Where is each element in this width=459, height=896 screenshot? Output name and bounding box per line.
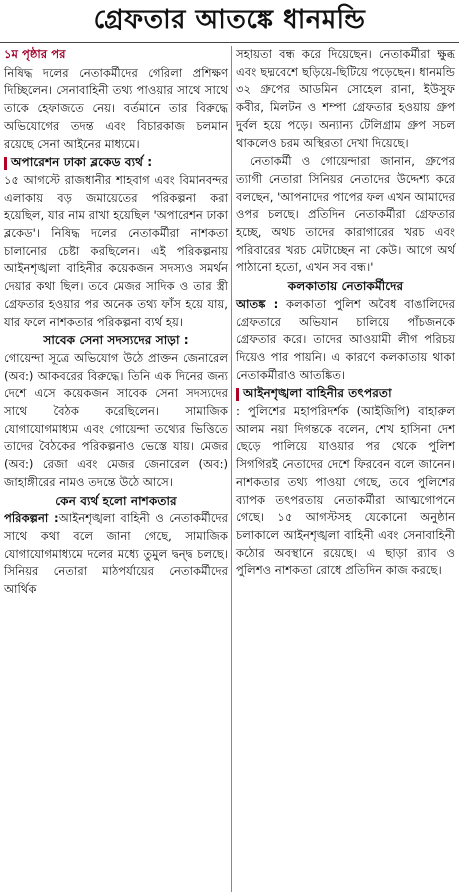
left-column (4, 46, 228, 600)
subhead-text: আইনশৃঙ্খলা বাহিনীর তৎপরতা (243, 386, 392, 401)
paragraph-dhaka-blockade: ১৫ আগস্টে রাজধানীর শাহবাগ এবং বিমানবন্দর এলাকায় বড় জমায়েতের পরিকল্পনা করা হয়েছিল, যার নাম রাখা হয়েছিল 'অপারেশন ঢাকা ব্লকেড'। নিষিদ্ধ দলের নেতাকর্মীরা নাশকতা চালানোর চেষ্টা করছিলেন। এই পরিকল্পনায় আইনশৃঙ্খলা বাহিনীর কয়েকজন সদস্যও সমর্থন দেয়ার কথা ছিল। তবে মেজর সাদিক ও তার স্ত্রী গ্রেফতার হওয়ার পর অনেক তথ্য ফাঁস হয়ে যায়, যার ফলে নাশকতার পরিকল্পনা ব্যর্থ হয়। (4, 172, 228, 329)
subhead-inline: পরিকল্পনা : (4, 511, 59, 526)
intro-paragraph: নিষিদ্ধ দলের নেতাকর্মীদের গেরিলা প্রশিক্ষণ দিচ্ছিলেন। সেনাবাহিনী তথ্য পাওয়ার সাথে সাথে তাকে হেফাজতে নেয়। বর্তমানে তার বিরুদ্ধে অভিযোগের তদন্ত এবং বিচারকাজ চলমান রয়েছে সেনা আইনের মাধ্যমে। (4, 65, 228, 151)
subhead-text: কেন ব্যর্থ হলো নাশকতার (55, 493, 177, 508)
continued-label: ১ম পৃষ্ঠার পর (4, 47, 66, 61)
paragraph-law-enforcement: : পুলিশের মহাপরিদর্শক (আইজিপি) বাহারুল আলম নয়া দিগন্তকে বলেন, শেখ হাসিনা দেশ ছেড়ে পালিয়ে যাওয়ার পর থেকে পুলিশ সিগগিরই নেতাদের দেশে ফিরবেন বলে জানেন। নাশকতার তথ্য পাওয়া গেছে, তবে পুলিশের ব্যাপক তৎপরতায় নেতাকর্মীরা আত্মগোপনে গেছে। ১৫ আগস্টসহ যেকোনো অনুষ্ঠান চলাকালে আইনশৃঙ্খলা বাহিনী এবং সেনাবাহিনী কঠোর অবস্থানে রয়েছে। এ ছাড়া র‍্যাব ও পুলিশও নাশকতা রোধে প্রতিদিন কাজ করছে। (236, 404, 455, 578)
paragraph-text: আইনশৃঙ্খলা বাহিনী ও নেতাকর্মীদের সাথে কথা বলে জানা গেছে, সামাজিক যোগাযোগমাধ্যমে দলের মধ্যে তুমুল দ্বন্দ্ব চলছে। সিনিয়র নেতারা মাঠপর্যায়ের নেতাকর্মীদের আর্থিক (4, 511, 228, 597)
subhead-kolkata (236, 278, 455, 296)
right-column (236, 46, 455, 581)
subhead-inline: আতঙ্ক : (236, 296, 279, 311)
paragraph-kolkata (236, 296, 455, 385)
paragraph-financial: সহায়তা বন্ধ করে দিয়েছেন। নেতাকর্মীরা ক্ষুব্ধ এবং ছদ্মবেশে ছড়িয়ে-ছিটিয়ে পড়েছেন। ধানমন্ডি ৩২ গ্রুপের আডমিন সোহেল রানা, ইউসুফ কবীর, মিলটন ও শম্পা গ্রেফতার হওয়ায় গ্রুপ দুর্বল হয়ে পড়ে। অন্যান্য টেলিগ্রাম গ্রুপ সচল থাকলেও চরম অস্থিরতা দেখা দিয়েছে। (236, 47, 455, 150)
subhead-marker (236, 388, 239, 401)
subhead-law-enforcement (236, 385, 455, 403)
headline: গ্রেফতার আতঙ্কে ধানমন্ডি (0, 0, 459, 43)
paragraph-text: কলকাতা পুলিশ অবৈধ বাঙালিদের গ্রেফতারে অভিযান চালিয়ে পাঁচজনকে গ্রেফতার করে। তাদের আওয়ামী লীগ পরিচয় দিয়েও পার পায়নি। এ কারণে কলকাতায় থাকা নেতাকর্মীরাও আতঙ্কিত। (236, 296, 455, 382)
subhead-text: কলকাতায় নেতাকর্মীদের (287, 279, 404, 294)
subhead-ex-army (4, 332, 228, 350)
subhead-why-failed (4, 493, 228, 511)
paragraph-ex-army: গোয়েন্দা সূত্রে অভিযোগ উঠে প্রাক্তন জেনারেল (অব:) আকবরের বিরুদ্ধে। তিনি এক দিনের জন্য দেশে এসে কয়েকজন সাবেক সেনা সদস্যদের সাথে বৈঠক করেছিলেন। সামাজিক যোগাযোগমাধ্যম এবং গোয়েন্দা তথ্যের ভিত্তিতে তাদের বৈঠকের পরিকল্পনাও ভেস্তে যায়। মেজর (অব:) রেজা এবং মেজর জেনারেল (অব:) জাহাঙ্গীরের নামও তদন্তে উঠে আসে। (4, 350, 228, 489)
subhead-dhaka-blockade (4, 154, 228, 172)
paragraph-why-failed (4, 510, 228, 599)
column-divider (231, 46, 232, 892)
subhead-marker (4, 157, 7, 170)
subhead-text: অপারেশন ঢাকা ব্লকেড ব্যর্থ : (11, 155, 153, 170)
paragraph-leaders: নেতাকর্মী ও গোয়েন্দারা জানান, গ্রুপের ত্যাগী নেতারা সিনিয়র নেতাদের উদ্দেশ্য করে বলছেন, 'আপনাদের পাপের ফল এখন আমাদের ওপর চলছে। প্রতিদিন নেতাকর্মীরা গ্রেফতার হচ্ছে, অথচ তাদের কারাগারের খরচ এবং পরিবারের খরচ মেটাচ্ছেন না কেউ। আগে অর্থ পাঠানো হতো, এখন সব বন্ধ।' (236, 154, 455, 275)
subhead-text: সাবেক সেনা সদস্যদের সাড়া : (43, 333, 189, 348)
